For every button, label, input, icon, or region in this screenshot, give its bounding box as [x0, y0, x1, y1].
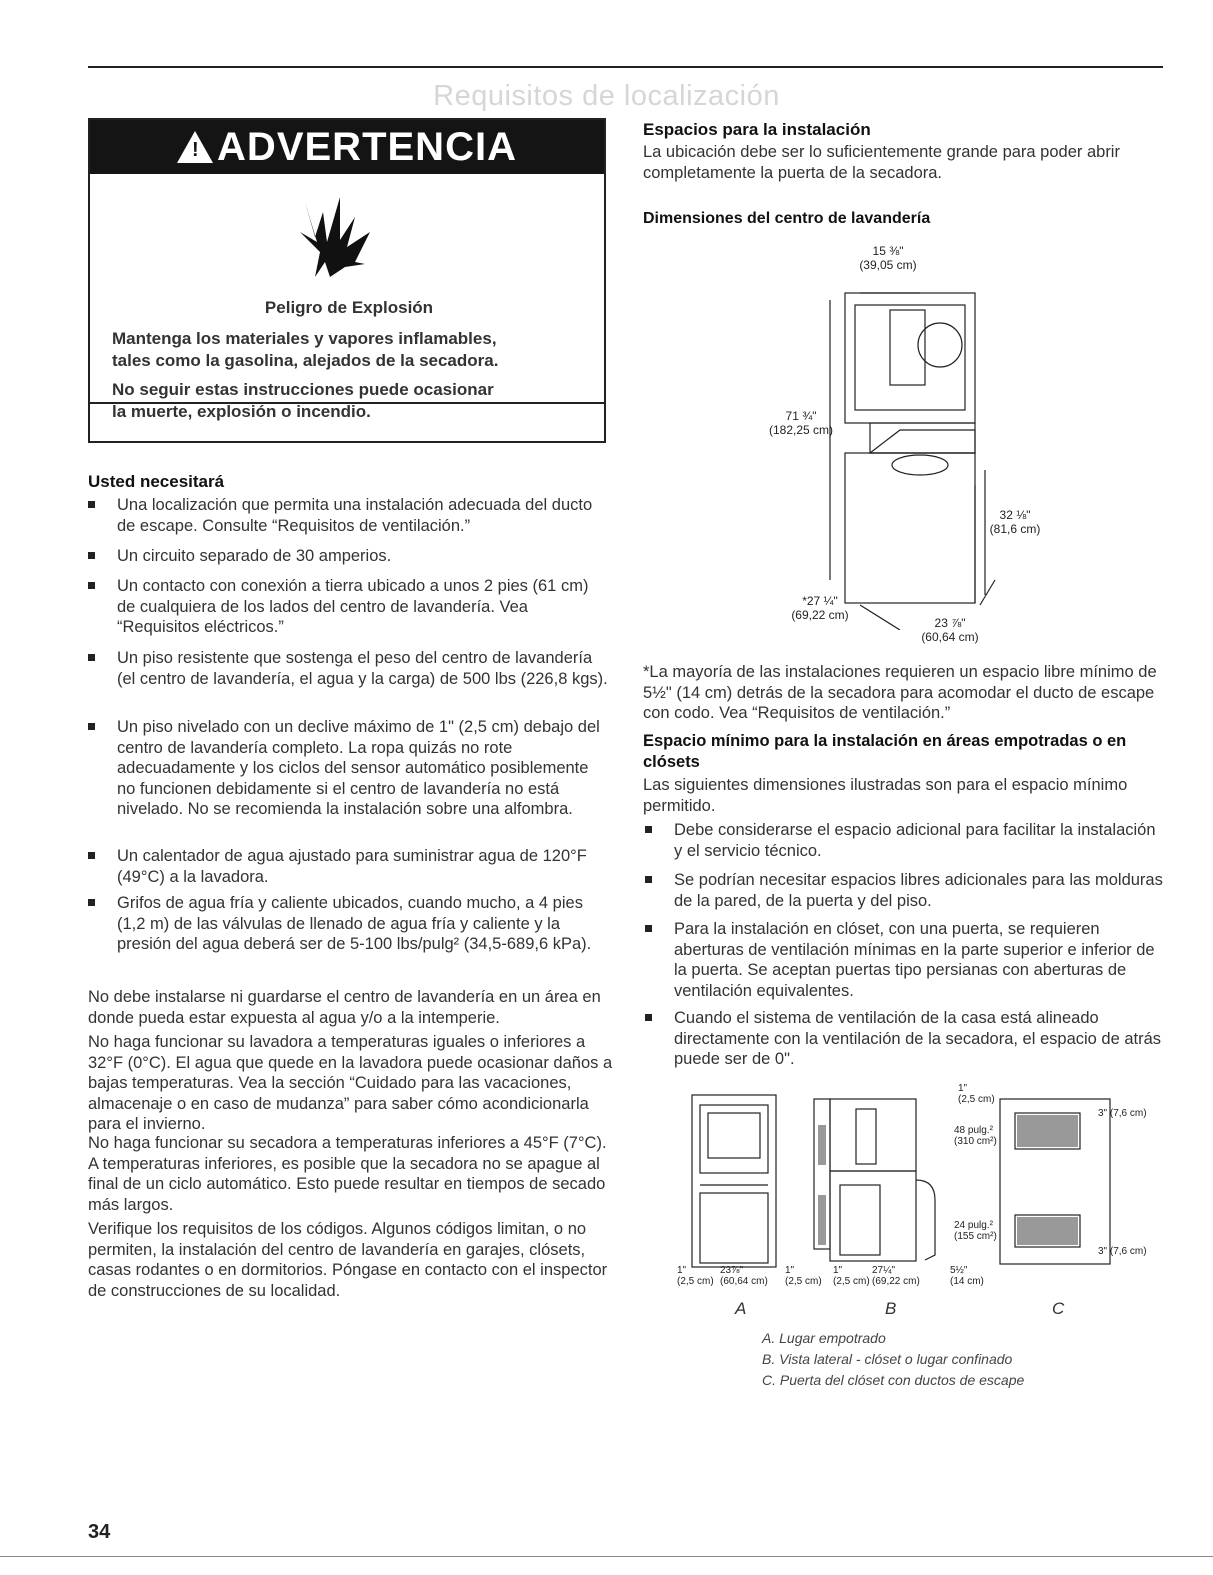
list-item-text: Un circuito separado de 30 amperios. — [117, 547, 392, 565]
warning-subtitle: Peligro de Explosión — [264, 298, 434, 317]
dim-width: 23 ⅞" (60,64 cm) — [921, 616, 979, 644]
caption-c: C. Puerta del clóset con ductos de escape — [762, 1372, 1025, 1388]
spaces-heading: Espacios para la instalación — [643, 120, 871, 139]
page-title: Requisitos de localización — [433, 80, 780, 112]
list-item-text: Debe considerarse el espacio adicional para facilitar la instalación y el servicio técnico. — [674, 821, 1156, 860]
bottom-rule — [0, 1556, 1213, 1557]
paragraph: No haga funcionar su lavadora a temperaturas iguales o inferiores a 32°F (0°C). El agua que quede en la lavadora puede ocasionar daños a bajas temperaturas. Vea la sección “Cuidado para las vacaciones, almacenaje o en caso de mudanza” para saber cómo acondicionarla para el invierno. — [88, 1033, 613, 1133]
paragraph: No haga funcionar su secadora a temperaturas inferiores a 45°F (7°C). A temperaturas inferiores, es posible que la secadora no se apague al final de un ciclo automático. Esto puede resultar en tiempos de secado más largos. — [88, 1134, 607, 1214]
dim-height: 71 ¾" (182,25 cm) — [768, 409, 834, 437]
needs-heading: Usted necesitará — [88, 472, 225, 491]
paragraph: Verifique los requisitos de los códigos. Algunos códigos limitan, o no permiten, la instalación del centro de lavandería en garajes, clósets, casas rodantes o en dormitorios. Póngase en contacto con el inspector de construcciones de su localidad. — [88, 1220, 608, 1300]
list-item-text: Una localización que permita una instalación adecuada del ducto de escape. Consulte “Requisitos de ventilación.” — [117, 496, 593, 535]
warning-header — [90, 120, 604, 174]
list-item — [643, 1008, 1168, 1070]
list-item — [88, 893, 608, 955]
warning-line-4: la muerte, explosión o incendio. — [112, 402, 371, 421]
list-item — [88, 495, 608, 536]
list-item — [88, 717, 608, 820]
list-item — [88, 648, 608, 689]
fig-a-width: 23⅞" (60,64 cm) — [720, 1265, 768, 1287]
fig-vent-top: 48 pulg.² (310 cm²) — [954, 1125, 997, 1147]
fig-vent-bottom: 24 pulg.² (155 cm²) — [954, 1220, 997, 1242]
footnote: *La mayoría de las instalaciones requieren un espacio libre mínimo de 5½" (14 cm) detrás de la secadora para acomodar el ducto de escape con codo. Vea “Requisitos de ventilación.” — [643, 663, 1157, 722]
recessed-intro: Las siguientes dimensiones ilustradas son para el espacio mínimo permitido. — [643, 776, 1128, 815]
list-item-text: Para la instalación en clóset, con una puerta, se requieren aberturas de ventilación mínimas en la parte superior e inferior de la puerta. Se aceptan puertas tipo persianas con aberturas de ventilación equivalentes. — [674, 920, 1155, 1000]
warning-line-3: No seguir estas instrucciones puede ocasionar — [112, 380, 494, 399]
fig-a-left-gap: 1" (2,5 cm) — [677, 1265, 714, 1287]
page-number: 34 — [88, 1521, 111, 1543]
fig-c-bottom: 3" (7,6 cm) — [1098, 1246, 1147, 1257]
list-item-text: Cuando el sistema de ventilación de la casa está alineado directamente con la ventilación de la secadora, el espacio de atrás puede ser de 0". — [674, 1009, 1162, 1068]
dim-top-width: 15 ⅜" (39,05 cm) — [859, 244, 917, 272]
list-item — [88, 576, 608, 638]
list-item — [643, 820, 1168, 861]
warning-line-1: Mantenga los materiales y vapores inflamables, — [112, 329, 497, 348]
fig-letter-c: C — [1052, 1299, 1065, 1318]
caption-b: B. Vista lateral - clóset o lugar confinado — [762, 1351, 1013, 1367]
list-item — [643, 919, 1168, 1001]
list-item-text: Un contacto con conexión a tierra ubicado a unos 2 pies (61 cm) de cualquiera de los lados del centro de lavandería. Vea “Requisitos eléctricos.” — [117, 577, 589, 636]
list-item-text: Un piso resistente que sostenga el peso del centro de lavandería (el centro de lavandería, el agua y la carga) de 500 lbs (226,8 kgs). — [117, 649, 608, 688]
list-item — [88, 846, 608, 887]
list-item — [88, 546, 608, 567]
dim-washer-height: 32 ⅛" (81,6 cm) — [989, 508, 1041, 536]
fig-b-gap: 1" (2,5 cm) — [833, 1265, 870, 1287]
fig-letter-a: A — [735, 1299, 747, 1318]
warning-line-2: tales como la gasolina, alejados de la secadora. — [112, 351, 499, 370]
laundry-center-diagram — [820, 285, 1020, 630]
warning-box — [88, 118, 606, 443]
list-item-text: Un piso nivelado con un declive máximo de 1" (2,5 cm) debajo del centro de lavandería completo. La ropa quizás no rote adecuadamente y los ciclos del sensor automático posiblemente no funcionen debidamente si el centro de lavandería no está nivelado. No se recomienda la instalación sobre una alfombra. — [117, 718, 600, 818]
explosion-icon — [285, 192, 385, 292]
paragraph: No debe instalarse ni guardarse el centro de lavandería en un área en donde pueda estar expuesta al agua y/o a la intemperie. — [88, 988, 601, 1027]
list-item-text: Grifos de agua fría y caliente ubicados, cuando mucho, a 4 pies (1,2 m) de las válvulas de llenado de agua fría y caliente y la presión del agua deberá ser de 5-100 lbs/pulg² (34,5-689,6 kPa). — [117, 894, 592, 953]
spaces-text: La ubicación debe ser lo suficientemente grande para poder abrir completamente la puerta de la secadora. — [643, 143, 1120, 182]
fig-a-right-gap: 1" (2,5 cm) — [785, 1265, 822, 1287]
top-rule — [88, 66, 1163, 68]
list-item — [643, 870, 1168, 911]
list-item-text: Se podrían necesitar espacios libres adicionales para las molduras de la pared, de la puerta y del piso. — [674, 871, 1163, 910]
warning-header-text: ADVERTENCIA — [217, 124, 517, 169]
list-item-text: Un calentador de agua ajustado para suministrar agua de 120°F (49°C) a la lavadora. — [117, 847, 587, 886]
fig-c-top: 3" (7,6 cm) — [1098, 1108, 1147, 1119]
fig-letter-b: B — [885, 1299, 897, 1318]
recessed-heading: Espacio mínimo para la instalación en áreas empotradas o en clósets — [643, 732, 1127, 771]
dims-heading: Dimensiones del centro de lavandería — [643, 210, 931, 227]
warning-triangle-icon: ! — [177, 131, 213, 163]
recessed-diagrams — [680, 1085, 1170, 1270]
caption-a: A. Lugar empotrado — [762, 1330, 886, 1346]
fig-b-back: 5½" (14 cm) — [950, 1265, 984, 1287]
dim-depth: *27 ¼" (69,22 cm) — [791, 594, 849, 622]
fig-b-top: 1" (2,5 cm) — [958, 1083, 995, 1105]
fig-b-depth: 27¼" (69,22 cm) — [872, 1265, 920, 1287]
